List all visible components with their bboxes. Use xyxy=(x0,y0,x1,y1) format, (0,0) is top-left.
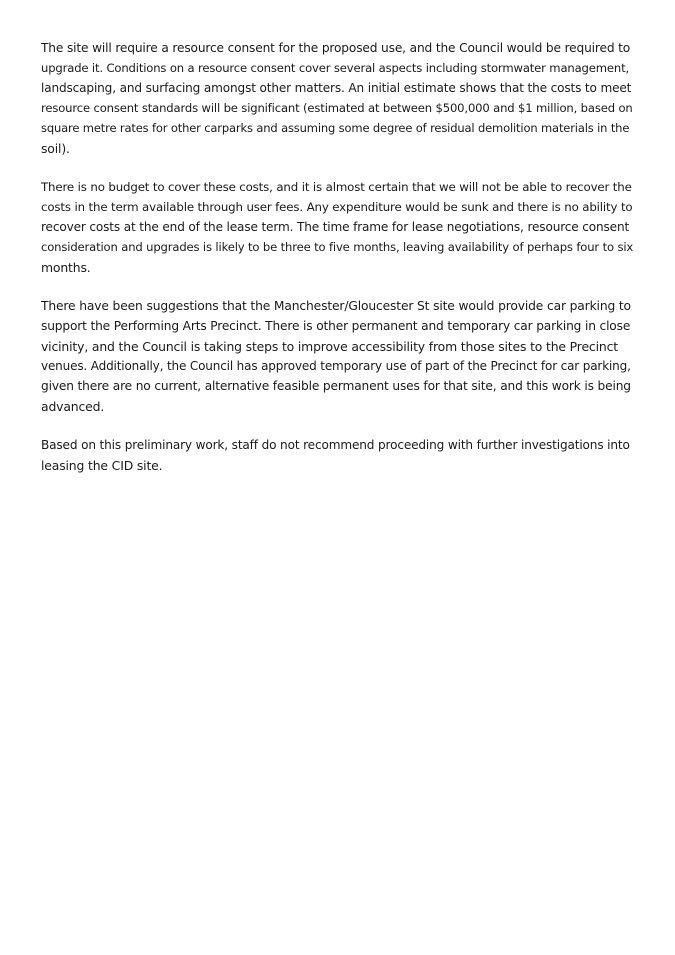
text-line: soil). xyxy=(41,140,70,156)
text-line: Based on this preliminary work, staff do not recommend proceeding with further investigations into xyxy=(41,437,630,452)
text-line: support the Performing Arts Precinct. There is other permanent and temporary car parking in close xyxy=(41,318,631,333)
text-line: advanced. xyxy=(41,398,105,414)
text-line: consideration and upgrades is likely to be three to five months, leaving availability of perhaps four to six xyxy=(41,239,634,254)
text-line: months. xyxy=(41,259,91,275)
text-line: There have been suggestions that the Manchester/Gloucester St site would provide car parking to xyxy=(41,298,631,313)
text-line: The site will require a resource consent for the proposed use, and the Council would be required to xyxy=(41,41,631,55)
text-line: venues. Additionally, the Council has approved temporary use of part of the Precinct for car parking, xyxy=(41,358,631,373)
paragraph-budget xyxy=(41,178,633,278)
text-line: landscaping, and surfacing amongst other matters. An initial estimate shows that the costs to meet xyxy=(41,80,632,95)
text-line: leasing the CID site. xyxy=(41,457,163,473)
text-line: vicinity, and the Council is taking steps to improve accessibility from those sites to the Precinct xyxy=(41,338,618,354)
text-line: costs in the term available through user fees. Any expenditure would be sunk and there is no ability to xyxy=(41,199,633,214)
text-line: resource consent standards will be significant (estimated at between $500,000 and $1 million, based on xyxy=(41,100,633,115)
paragraph-recommendation xyxy=(41,436,633,476)
text-line: upgrade it. Conditions on a resource consent cover several aspects including stormwater management, xyxy=(41,60,629,75)
text-line: recover costs at the end of the lease term. The time frame for lease negotiations, resource consent xyxy=(41,219,630,234)
paragraph-resource-consent xyxy=(41,39,633,158)
text-line: There is no budget to cover these costs, and it is almost certain that we will not be able to recover the xyxy=(41,179,632,194)
text-line: given there are no current, alternative feasible permanent uses for that site, and this work is being xyxy=(41,378,631,393)
document-body xyxy=(41,39,633,495)
paragraph-performing-arts-precinct xyxy=(41,297,633,416)
text-line: square metre rates for other carparks and assuming some degree of residual demolition materials in the xyxy=(41,120,630,135)
